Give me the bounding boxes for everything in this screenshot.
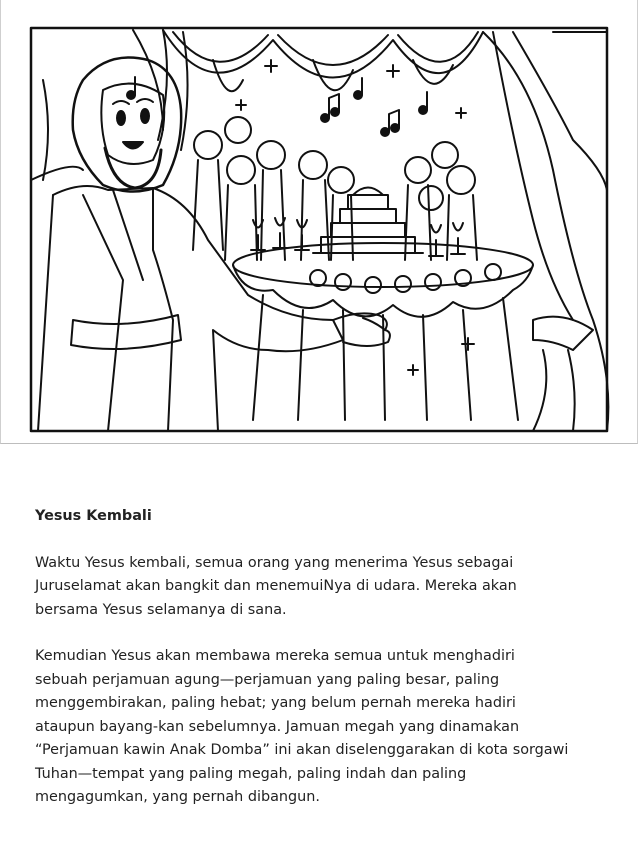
wedding-feast-illustration [13,20,625,434]
picture-border [31,28,607,431]
music-notes-icon [127,77,427,136]
text-line: menggembirakan, paling hebat; yang belum pernah mereka hadiri [35,695,516,711]
crowd [193,117,477,260]
story-paragraph-2 [35,645,615,810]
text-line: bersama Yesus selamanya di sana. [35,601,287,618]
text-line: Juruselamat akan bangkit dan menemuiNya di udara. Mereka akan [35,578,517,594]
text-line: Waktu Yesus kembali, semua orang yang menerima Yesus sebagai [35,554,514,571]
story-paragraph-1 [35,552,615,623]
banquet-table [233,243,533,420]
sparkle-icons [236,60,474,375]
story-text [35,505,615,833]
text-line: “Perjamuan kawin Anak Domba” ini akan diselenggarakan di kota sorgawi [35,742,569,758]
right-curtain [483,32,608,431]
text-line: ataupun bayang-kan sebelumnya. Jamuan megah yang dinamakan [35,718,520,735]
text-line: mengagumkan, yang pernah dibangun. [35,789,320,805]
text-line: sebuah perjamuan agung—perjamuan yang paling besar, paling [35,671,500,688]
text-line: Kemudian Yesus akan membawa mereka semua untuk menghadiri [35,648,515,664]
left-curtain [31,30,163,180]
story-heading: Yesus Kembali [35,508,152,524]
text-line: Tuhan—tempat yang paling megah, paling indah dan paling [35,765,467,782]
